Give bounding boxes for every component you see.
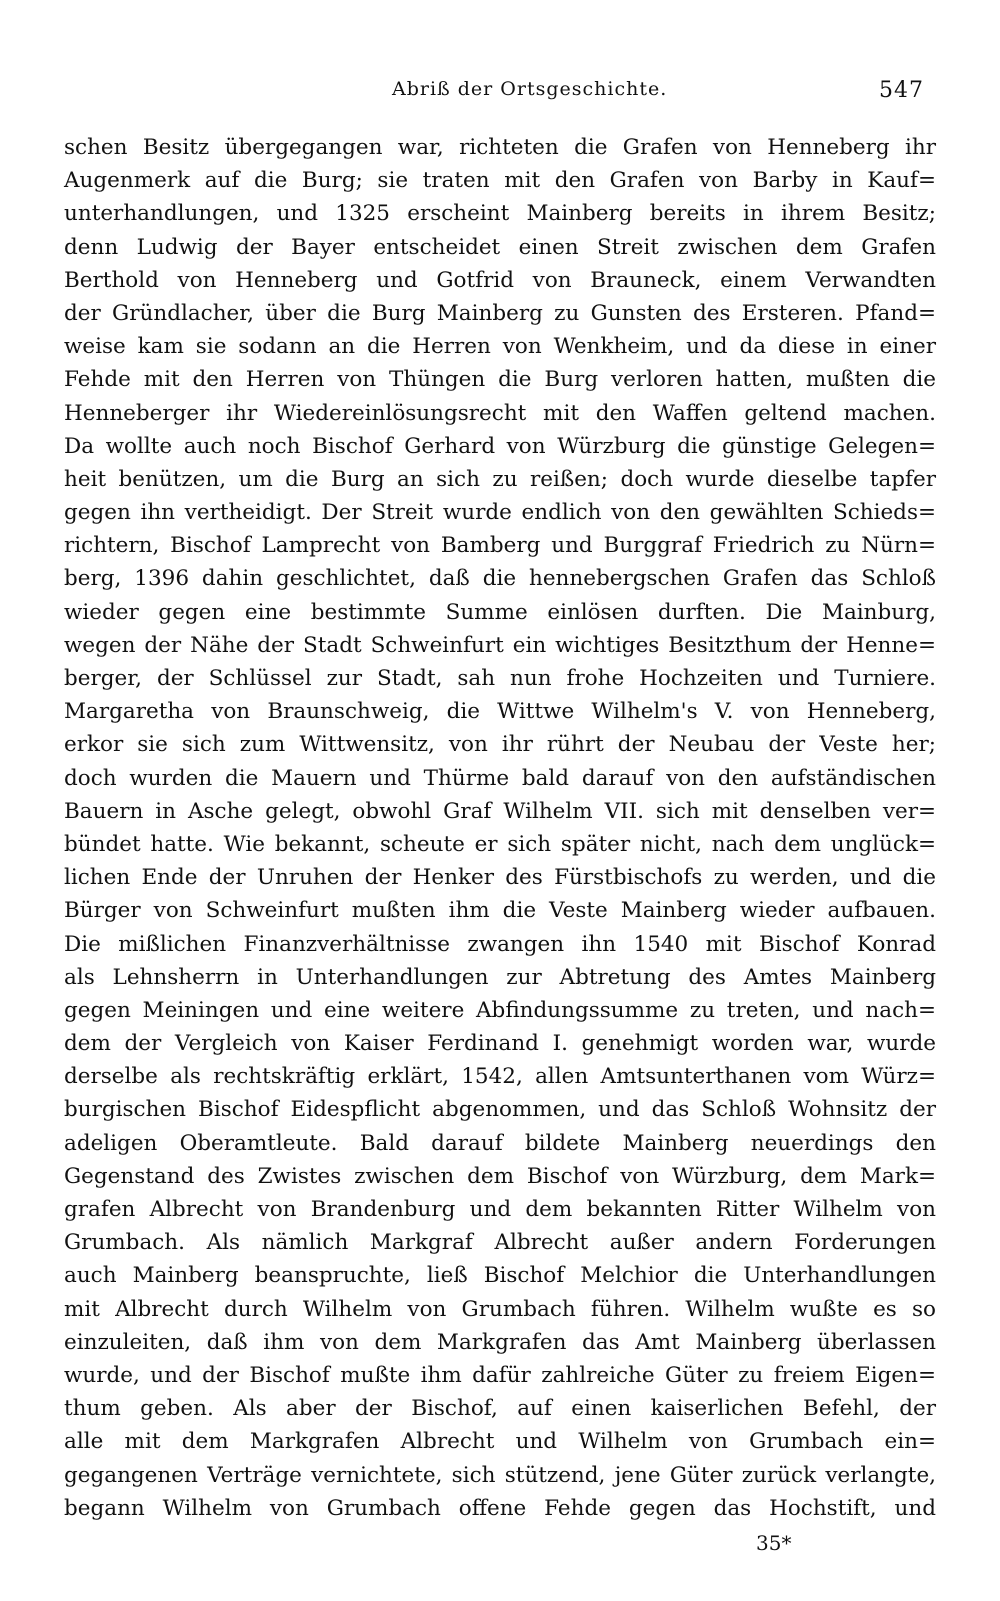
text-line: bündet hatte. Wie bekannt, scheute er sich später nicht, nach dem unglück=	[64, 831, 936, 857]
text-line: Augenmerk auf die Burg; sie traten mit den Grafen von Barby in Kauf=	[64, 168, 936, 194]
text-line: Margaretha von Braunschweig, die Wittwe Wilhelm's V. von Henneberg,	[64, 699, 936, 725]
text-line: thum geben. Als aber der Bischof, auf einen kaiserlichen Befehl, der	[64, 1396, 936, 1422]
text-line: heit benützen, um die Burg an sich zu reißen; doch wurde dieselbe tapfer	[64, 466, 936, 492]
text-line: unterhandlungen, und 1325 erscheint Mainberg bereits in ihrem Besitz;	[64, 201, 936, 227]
text-line: Grumbach. Als nämlich Markgraf Albrecht außer andern Forderungen	[64, 1230, 936, 1256]
text-line: doch wurden die Mauern und Thürme bald darauf von den aufständischen	[64, 765, 936, 791]
text-line: Bauern in Asche gelegt, obwohl Graf Wilhelm VII. sich mit denselben ver=	[64, 798, 936, 824]
text-line: wieder gegen eine bestimmte Summe einlösen durften. Die Mainburg,	[64, 599, 936, 625]
text-line: weise kam sie sodann an die Herren von Wenkheim, und da diese in einer	[64, 334, 936, 360]
body-text	[64, 131, 936, 1525]
text-line: adeligen Oberamtleute. Bald darauf bildete Mainberg neuerdings den	[64, 1130, 936, 1156]
text-line: alle mit dem Markgrafen Albrecht und Wilhelm von Grumbach ein=	[64, 1429, 936, 1455]
text-line: als Lehnsherrn in Unterhandlungen zur Abtretung des Amtes Mainberg	[64, 964, 936, 990]
text-line: richtern, Bischof Lamprecht von Bamberg und Burggraf Friedrich zu Nürn=	[64, 533, 936, 559]
text-line: schen Besitz übergegangen war, richteten die Grafen von Henneberg ihr	[64, 135, 936, 160]
text-line: einzuleiten, daß ihm von dem Markgrafen das Amt Mainberg überlassen	[64, 1329, 936, 1355]
text-line: wurde, und der Bischof mußte ihm dafür zahlreiche Güter zu freiem Eigen=	[64, 1362, 936, 1388]
page-number: 547	[879, 78, 924, 103]
text-line: berg, 1396 dahin geschlichtet, daß die hennebergschen Grafen das Schloß	[64, 566, 936, 592]
text-line: burgischen Bischof Eidespflicht abgenommen, und das Schloß Wohnsitz der	[64, 1097, 936, 1123]
text-line: Fehde mit den Herren von Thüngen die Burg verloren hatten, mußten die	[64, 367, 936, 393]
text-line: grafen Albrecht von Brandenburg und dem bekannten Ritter Wilhelm von	[64, 1197, 936, 1222]
text-line: mit Albrecht durch Wilhelm von Grumbach führen. Wilhelm wußte es so	[64, 1296, 936, 1322]
text-line: Da wollte auch noch Bischof Gerhard von Würzburg die günstige Gelegen=	[64, 433, 936, 459]
text-line: auch Mainberg beanspruchte, ließ Bischof Melchior die Unterhandlungen	[64, 1263, 936, 1289]
text-line: Gegenstand des Zwistes zwischen dem Bischof von Würzburg, dem Mark=	[64, 1163, 936, 1189]
text-line: wegen der Nähe der Stadt Schweinfurt ein wichtiges Besitzthum der Henne=	[64, 632, 936, 658]
text-line: Die mißlichen Finanzverhältnisse zwangen ihn 1540 mit Bischof Konrad	[64, 931, 936, 957]
text-line: der Gründlacher, über die Burg Mainberg zu Gunsten des Ersteren. Pfand=	[64, 300, 936, 326]
text-line: berger, der Schlüssel zur Stadt, sah nun frohe Hochzeiten und Turniere.	[64, 666, 936, 691]
text-line: gegen ihn vertheidigt. Der Streit wurde endlich von den gewählten Schieds=	[64, 500, 936, 526]
text-line: lichen Ende der Unruhen der Henker des Fürstbischofs zu werden, und die	[64, 865, 936, 891]
text-line: derselbe als rechtskräftig erklärt, 1542, allen Amtsunterthanen vom Würz=	[64, 1064, 936, 1090]
text-line: begann Wilhelm von Grumbach offene Fehde gegen das Hochstift, und	[64, 1495, 936, 1521]
text-line: denn Ludwig der Bayer entscheidet einen Streit zwischen dem Grafen	[64, 234, 936, 260]
running-title: Abriß der Ortsgeschichte.	[392, 78, 668, 100]
text-line: gegangenen Verträge vernichtete, sich stützend, jene Güter zurück verlangte,	[64, 1462, 936, 1488]
text-line: gegen Meiningen und eine weitere Abfindungssumme zu treten, und nach=	[64, 997, 936, 1023]
text-line: erkor sie sich zum Wittwensitz, von ihr rührt der Neubau der Veste her;	[64, 732, 936, 758]
text-line: Berthold von Henneberg und Gotfrid von Brauneck, einem Verwandten	[64, 267, 936, 293]
text-line: dem der Vergleich von Kaiser Ferdinand I. genehmigt worden war, wurde	[64, 1031, 936, 1057]
text-line: Bürger von Schweinfurt mußten ihm die Veste Mainberg wieder aufbauen.	[64, 898, 936, 924]
running-head	[0, 78, 1000, 110]
signature-mark: 35*	[756, 1531, 792, 1555]
text-line: Henneberger ihr Wiedereinlösungsrecht mit den Waffen geltend machen.	[64, 400, 936, 426]
